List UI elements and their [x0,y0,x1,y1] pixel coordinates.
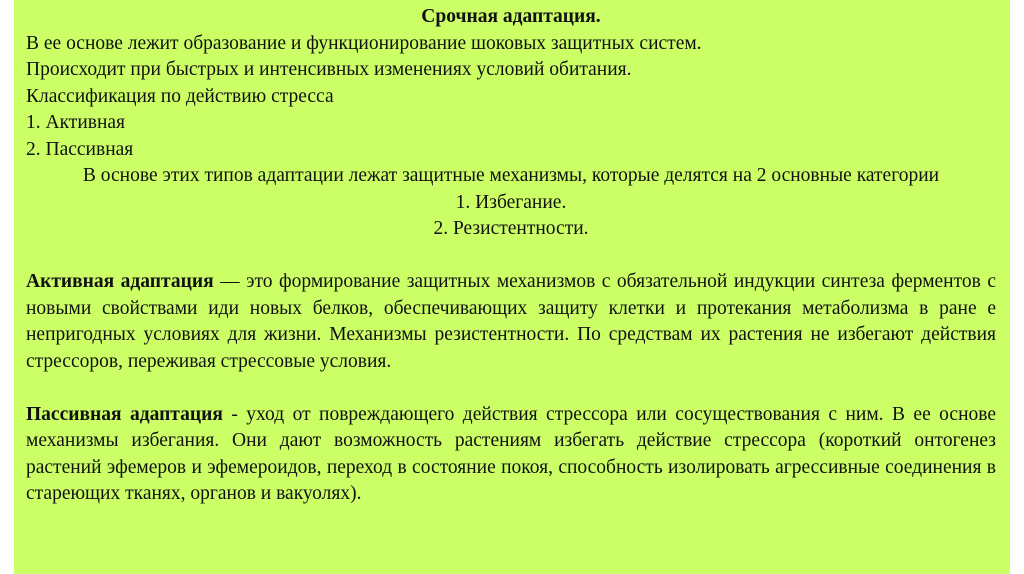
active-adaptation-text: — это формирование защитных механизмов с обязательной индукции синтеза ферментов с новыми свойствами иди новых белков, обеспечивающих защиту клетки и протекания метаболизма в ране е непригодных условиях для жизни. Механизмы резистентности. По средствам их растения не избегают действия стрессоров, переживая стрессовые условия. [26,271,996,372]
intro-line-1: В ее основе лежит образование и функционирование шоковых защитных систем. [26,32,702,54]
slide-title: Срочная адаптация. [421,6,601,27]
mechanism-item-resistance: 2. Резистентности. [433,218,589,239]
classification-item-passive: 2. Пассивная [26,138,134,160]
intro-line-2: Происходит при быстрых и интенсивных изменениях условий обитания. [26,59,632,80]
spacer [26,243,996,270]
active-adaptation-term: Активная адаптация [26,271,214,292]
mechanisms-text: В основе этих типов адаптации лежат защитные механизмы, которые делятся на 2 основные категории [82,165,940,186]
classification-item-active: 1. Активная [26,112,126,133]
passive-adaptation-paragraph [26,402,996,508]
content-panel [14,0,1010,574]
passive-adaptation-term: Пассивная адаптация [26,403,223,425]
active-adaptation-paragraph [26,269,996,375]
passive-adaptation-text: - уход от повреждающего действия стрессора или сосуществования с ним. В ее основе механизмы избегания. Они дают возможность растениям избегать действие стрессора (короткий онтогенез растений эфемеров и эфемероидов, переход в состояние покоя, способность изолировать агрессивные соединения в стареющих тканях, органов и вакуолях). [26,403,996,504]
classification-heading: Классификация по действию стресса [26,85,334,107]
spacer [26,375,996,402]
mechanism-item-avoidance: 1. Избегание. [455,191,567,213]
